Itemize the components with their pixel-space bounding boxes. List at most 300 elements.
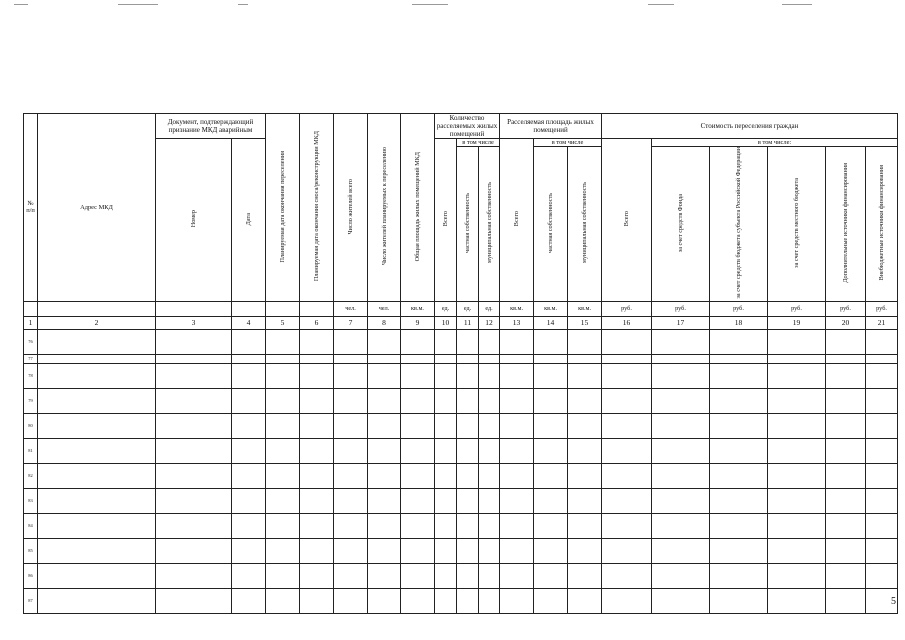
cell-c15 [568,488,602,513]
cell-c19 [768,329,826,354]
cell-c16 [602,413,652,438]
cell-c20 [826,354,866,363]
cell-c21 [866,488,898,513]
cell-c10 [435,513,457,538]
cell-d1 [266,488,300,513]
cell-d2 [300,463,334,488]
col-head-area-municipal: муниципальная собственность [568,147,602,302]
cell-c21 [866,413,898,438]
unit-cell: ед. [457,301,479,316]
cell-address [38,388,156,413]
unit-cell: кв.м. [568,301,602,316]
cell-c15 [568,538,602,563]
col-head-doc-group: Документ, подтверждающий признание МКД аварийным [156,114,266,139]
cell-c8 [368,488,401,513]
cell-d1 [266,363,300,388]
cell-c20 [826,413,866,438]
cell-c13 [500,563,534,588]
col-head-cost-additional: Дополнительные источники финансирования [826,147,866,302]
cell-address [38,354,156,363]
col-head-residents-planned: Число жителей планируемых к переселению [368,114,401,302]
cell-c11 [457,538,479,563]
cell-c15 [568,463,602,488]
cell-c11 [457,413,479,438]
cell-c7 [334,363,368,388]
cell-c10 [435,588,457,613]
cell-c12 [479,413,500,438]
unit-cell [24,301,38,316]
cell-d2 [300,413,334,438]
cell-c14 [534,363,568,388]
cell-c12 [479,588,500,613]
cell-c16 [602,388,652,413]
cell-d1 [266,438,300,463]
cell-c12 [479,363,500,388]
col-head-total-area: Общая площадь жилых помещений МКД [401,114,435,302]
cell-c19 [768,563,826,588]
cell-d1 [266,463,300,488]
cell-c11 [457,488,479,513]
col-head-cost-incl: в том числе: [652,139,898,147]
cell-no: 86 [24,563,38,588]
cell-c10 [435,388,457,413]
column-number-cell: 16 [602,316,652,329]
cell-c10 [435,413,457,438]
cell-c13 [500,363,534,388]
cell-c17 [652,329,710,354]
column-number-cell: 6 [300,316,334,329]
cell-c13 [500,329,534,354]
cell-c9 [401,329,435,354]
cell-c18 [710,354,768,363]
cell-c10 [435,538,457,563]
col-head-area-total: Всего [500,139,534,302]
col-head-area-incl: в том числе [534,139,602,147]
cell-c7 [334,354,368,363]
column-number-cell: 1 [24,316,38,329]
cell-c8 [368,538,401,563]
cell-c12 [479,438,500,463]
cell-d2 [300,363,334,388]
cell-c12 [479,354,500,363]
cell-c19 [768,513,826,538]
cell-c14 [534,438,568,463]
cell-c17 [652,413,710,438]
cell-c13 [500,354,534,363]
col-head-rooms-group: Количество расселяемых жилых помещений [435,114,500,139]
table-row [24,588,898,613]
column-number-cell: 20 [826,316,866,329]
cell-c14 [534,488,568,513]
cell-c15 [568,354,602,363]
table-row [24,488,898,513]
cell-c20 [826,438,866,463]
cell-address [38,513,156,538]
cell-c9 [401,538,435,563]
cell-c14 [534,538,568,563]
cell-doc-date [232,563,266,588]
cell-d1 [266,538,300,563]
cell-c16 [602,538,652,563]
table-row [24,538,898,563]
cell-c14 [534,329,568,354]
cell-c21 [866,354,898,363]
cell-c18 [710,413,768,438]
cell-c18 [710,538,768,563]
cell-c12 [479,463,500,488]
cell-no: 82 [24,463,38,488]
col-head-cost-local: за счет средств местного бюджета [768,147,826,302]
cell-c11 [457,354,479,363]
cell-d1 [266,329,300,354]
cell-c13 [500,388,534,413]
cell-c7 [334,388,368,413]
unit-cell: кв.м. [401,301,435,316]
cell-address [38,438,156,463]
cell-d1 [266,563,300,588]
unit-cell [266,301,300,316]
cell-c18 [710,463,768,488]
cell-c13 [500,513,534,538]
column-number-cell: 13 [500,316,534,329]
cell-d1 [266,413,300,438]
cell-c17 [652,563,710,588]
cell-c11 [457,329,479,354]
cell-c14 [534,354,568,363]
cell-c14 [534,413,568,438]
cell-c10 [435,363,457,388]
column-number-cell: 19 [768,316,826,329]
column-number-cell: 9 [401,316,435,329]
column-number-cell: 8 [368,316,401,329]
unit-cell: руб. [602,301,652,316]
cell-c8 [368,413,401,438]
cell-c12 [479,538,500,563]
cell-d2 [300,488,334,513]
col-head-area-group: Расселяемая площадь жилых помещений [500,114,602,139]
cell-c8 [368,563,401,588]
cell-doc-date [232,538,266,563]
cell-c12 [479,563,500,588]
cell-c7 [334,513,368,538]
table-body [24,329,898,613]
cell-c13 [500,413,534,438]
cell-c12 [479,329,500,354]
cell-no: 85 [24,538,38,563]
cell-c8 [368,438,401,463]
column-numbers-row [24,316,898,329]
resettlement-table [23,113,898,614]
cell-c7 [334,413,368,438]
cell-c17 [652,463,710,488]
page-number: 5 [891,596,896,607]
cell-c16 [602,463,652,488]
cell-c19 [768,413,826,438]
cell-address [38,488,156,513]
cell-c8 [368,513,401,538]
cell-c19 [768,588,826,613]
cell-c9 [401,438,435,463]
col-head-rooms-private: частная собственность [457,147,479,302]
cell-c15 [568,329,602,354]
cell-c15 [568,388,602,413]
cell-c20 [826,588,866,613]
cell-d2 [300,513,334,538]
cell-c8 [368,329,401,354]
cell-c11 [457,463,479,488]
table-row [24,563,898,588]
unit-cell: ед. [435,301,457,316]
cell-c17 [652,588,710,613]
cell-address [38,413,156,438]
column-number-cell: 12 [479,316,500,329]
cell-d2 [300,538,334,563]
cell-c7 [334,329,368,354]
cell-c17 [652,354,710,363]
unit-cell: чел. [334,301,368,316]
cell-c15 [568,363,602,388]
cell-c16 [602,329,652,354]
cell-c17 [652,363,710,388]
cell-c18 [710,513,768,538]
cell-c9 [401,413,435,438]
cell-c11 [457,588,479,613]
cell-c13 [500,463,534,488]
column-number-cell: 11 [457,316,479,329]
table-header [24,114,898,330]
cell-doc-date [232,438,266,463]
unit-cell: руб. [866,301,898,316]
cell-c10 [435,438,457,463]
cell-c11 [457,363,479,388]
cell-c20 [826,329,866,354]
cell-c10 [435,354,457,363]
scan-artifacts [0,0,905,10]
cell-c9 [401,388,435,413]
cell-doc-number [156,438,232,463]
cell-address [38,329,156,354]
unit-cell: руб. [768,301,826,316]
cell-c20 [826,538,866,563]
cell-doc-date [232,329,266,354]
unit-cell [232,301,266,316]
cell-no: 78 [24,363,38,388]
cell-no: 81 [24,438,38,463]
table-row [24,463,898,488]
cell-c19 [768,388,826,413]
table-row [24,388,898,413]
unit-cell: ед. [479,301,500,316]
cell-c21 [866,538,898,563]
column-number-cell: 21 [866,316,898,329]
cell-doc-date [232,413,266,438]
cell-c13 [500,588,534,613]
cell-c19 [768,354,826,363]
cell-c20 [826,363,866,388]
cell-d1 [266,513,300,538]
cell-doc-date [232,488,266,513]
resettlement-table-wrapper [23,113,887,614]
cell-c18 [710,363,768,388]
cell-c12 [479,388,500,413]
cell-c8 [368,354,401,363]
unit-cell: руб. [652,301,710,316]
cell-doc-date [232,354,266,363]
table-row [24,329,898,354]
cell-c17 [652,538,710,563]
unit-cell [156,301,232,316]
cell-c14 [534,513,568,538]
cell-c15 [568,513,602,538]
cell-c18 [710,488,768,513]
cell-c8 [368,363,401,388]
cell-no: 77 [24,354,38,363]
cell-c16 [602,363,652,388]
cell-c18 [710,388,768,413]
table-row [24,438,898,463]
cell-no: 87 [24,588,38,613]
cell-c14 [534,563,568,588]
cell-d2 [300,388,334,413]
cell-doc-number [156,488,232,513]
cell-d1 [266,354,300,363]
units-row [24,301,898,316]
cell-c10 [435,329,457,354]
col-head-doc-date: Дата [232,139,266,302]
cell-c18 [710,563,768,588]
cell-c21 [866,513,898,538]
cell-c17 [652,388,710,413]
col-head-rooms-incl: в том числе [457,139,500,147]
cell-c8 [368,588,401,613]
cell-c20 [826,513,866,538]
column-number-cell: 15 [568,316,602,329]
cell-address [38,538,156,563]
col-head-cost-total: Всего [602,139,652,302]
cell-d2 [300,563,334,588]
cell-c9 [401,363,435,388]
cell-c12 [479,488,500,513]
cell-c9 [401,463,435,488]
unit-cell: чел. [368,301,401,316]
cell-doc-date [232,513,266,538]
col-head-cost-regional: за счет средств бюджета субъекта Российской Федерации [710,147,768,302]
cell-doc-number [156,563,232,588]
cell-doc-number [156,413,232,438]
cell-c16 [602,488,652,513]
cell-c21 [866,438,898,463]
column-number-cell: 2 [38,316,156,329]
col-head-residents-total: Число жителей всего [334,114,368,302]
cell-doc-number [156,513,232,538]
cell-c16 [602,438,652,463]
cell-c17 [652,488,710,513]
cell-doc-number [156,388,232,413]
cell-c9 [401,354,435,363]
cell-no: 76 [24,329,38,354]
col-head-area-private: частная собственность [534,147,568,302]
cell-d2 [300,354,334,363]
cell-no: 79 [24,388,38,413]
cell-c12 [479,513,500,538]
cell-address [38,463,156,488]
cell-address [38,363,156,388]
cell-c21 [866,388,898,413]
cell-c11 [457,513,479,538]
cell-c14 [534,463,568,488]
table-row [24,354,898,363]
column-number-cell: 17 [652,316,710,329]
cell-c21 [866,563,898,588]
cell-c19 [768,363,826,388]
cell-c11 [457,563,479,588]
column-number-cell: 3 [156,316,232,329]
column-number-cell: 10 [435,316,457,329]
cell-c18 [710,438,768,463]
cell-c15 [568,438,602,463]
unit-cell [38,301,156,316]
cell-c10 [435,563,457,588]
table-row [24,413,898,438]
cell-c10 [435,488,457,513]
cell-c19 [768,463,826,488]
cell-c18 [710,588,768,613]
cell-c15 [568,563,602,588]
cell-c9 [401,563,435,588]
cell-c17 [652,438,710,463]
cell-c13 [500,438,534,463]
col-head-rooms-total: Всего [435,139,457,302]
cell-no: 80 [24,413,38,438]
cell-c16 [602,513,652,538]
column-number-cell: 7 [334,316,368,329]
column-number-cell: 14 [534,316,568,329]
cell-address [38,563,156,588]
cell-c11 [457,438,479,463]
cell-d1 [266,588,300,613]
cell-c9 [401,588,435,613]
col-head-cost-group: Стоимость переселения граждан [602,114,898,139]
cell-doc-date [232,388,266,413]
cell-doc-number [156,363,232,388]
column-number-cell: 5 [266,316,300,329]
cell-doc-number [156,354,232,363]
col-head-doc-number: Номер [156,139,232,302]
cell-c20 [826,388,866,413]
cell-c20 [826,563,866,588]
cell-c19 [768,538,826,563]
unit-cell: руб. [710,301,768,316]
col-head-planned-demolition: Планируемая дата окончания сноса/реконструкции МКД [300,114,334,302]
cell-c20 [826,463,866,488]
col-head-planned-resettlement: Планируемая дата окончания переселения [266,114,300,302]
col-head-address: Адрес МКД [38,114,156,302]
cell-c19 [768,488,826,513]
cell-c16 [602,354,652,363]
cell-c14 [534,588,568,613]
column-number-cell: 18 [710,316,768,329]
cell-c8 [368,388,401,413]
cell-doc-date [232,463,266,488]
cell-c18 [710,329,768,354]
cell-doc-date [232,588,266,613]
cell-no: 83 [24,488,38,513]
cell-c7 [334,588,368,613]
cell-c20 [826,488,866,513]
col-head-rooms-municipal: муниципальная собственность [479,147,500,302]
cell-c9 [401,513,435,538]
cell-c19 [768,438,826,463]
